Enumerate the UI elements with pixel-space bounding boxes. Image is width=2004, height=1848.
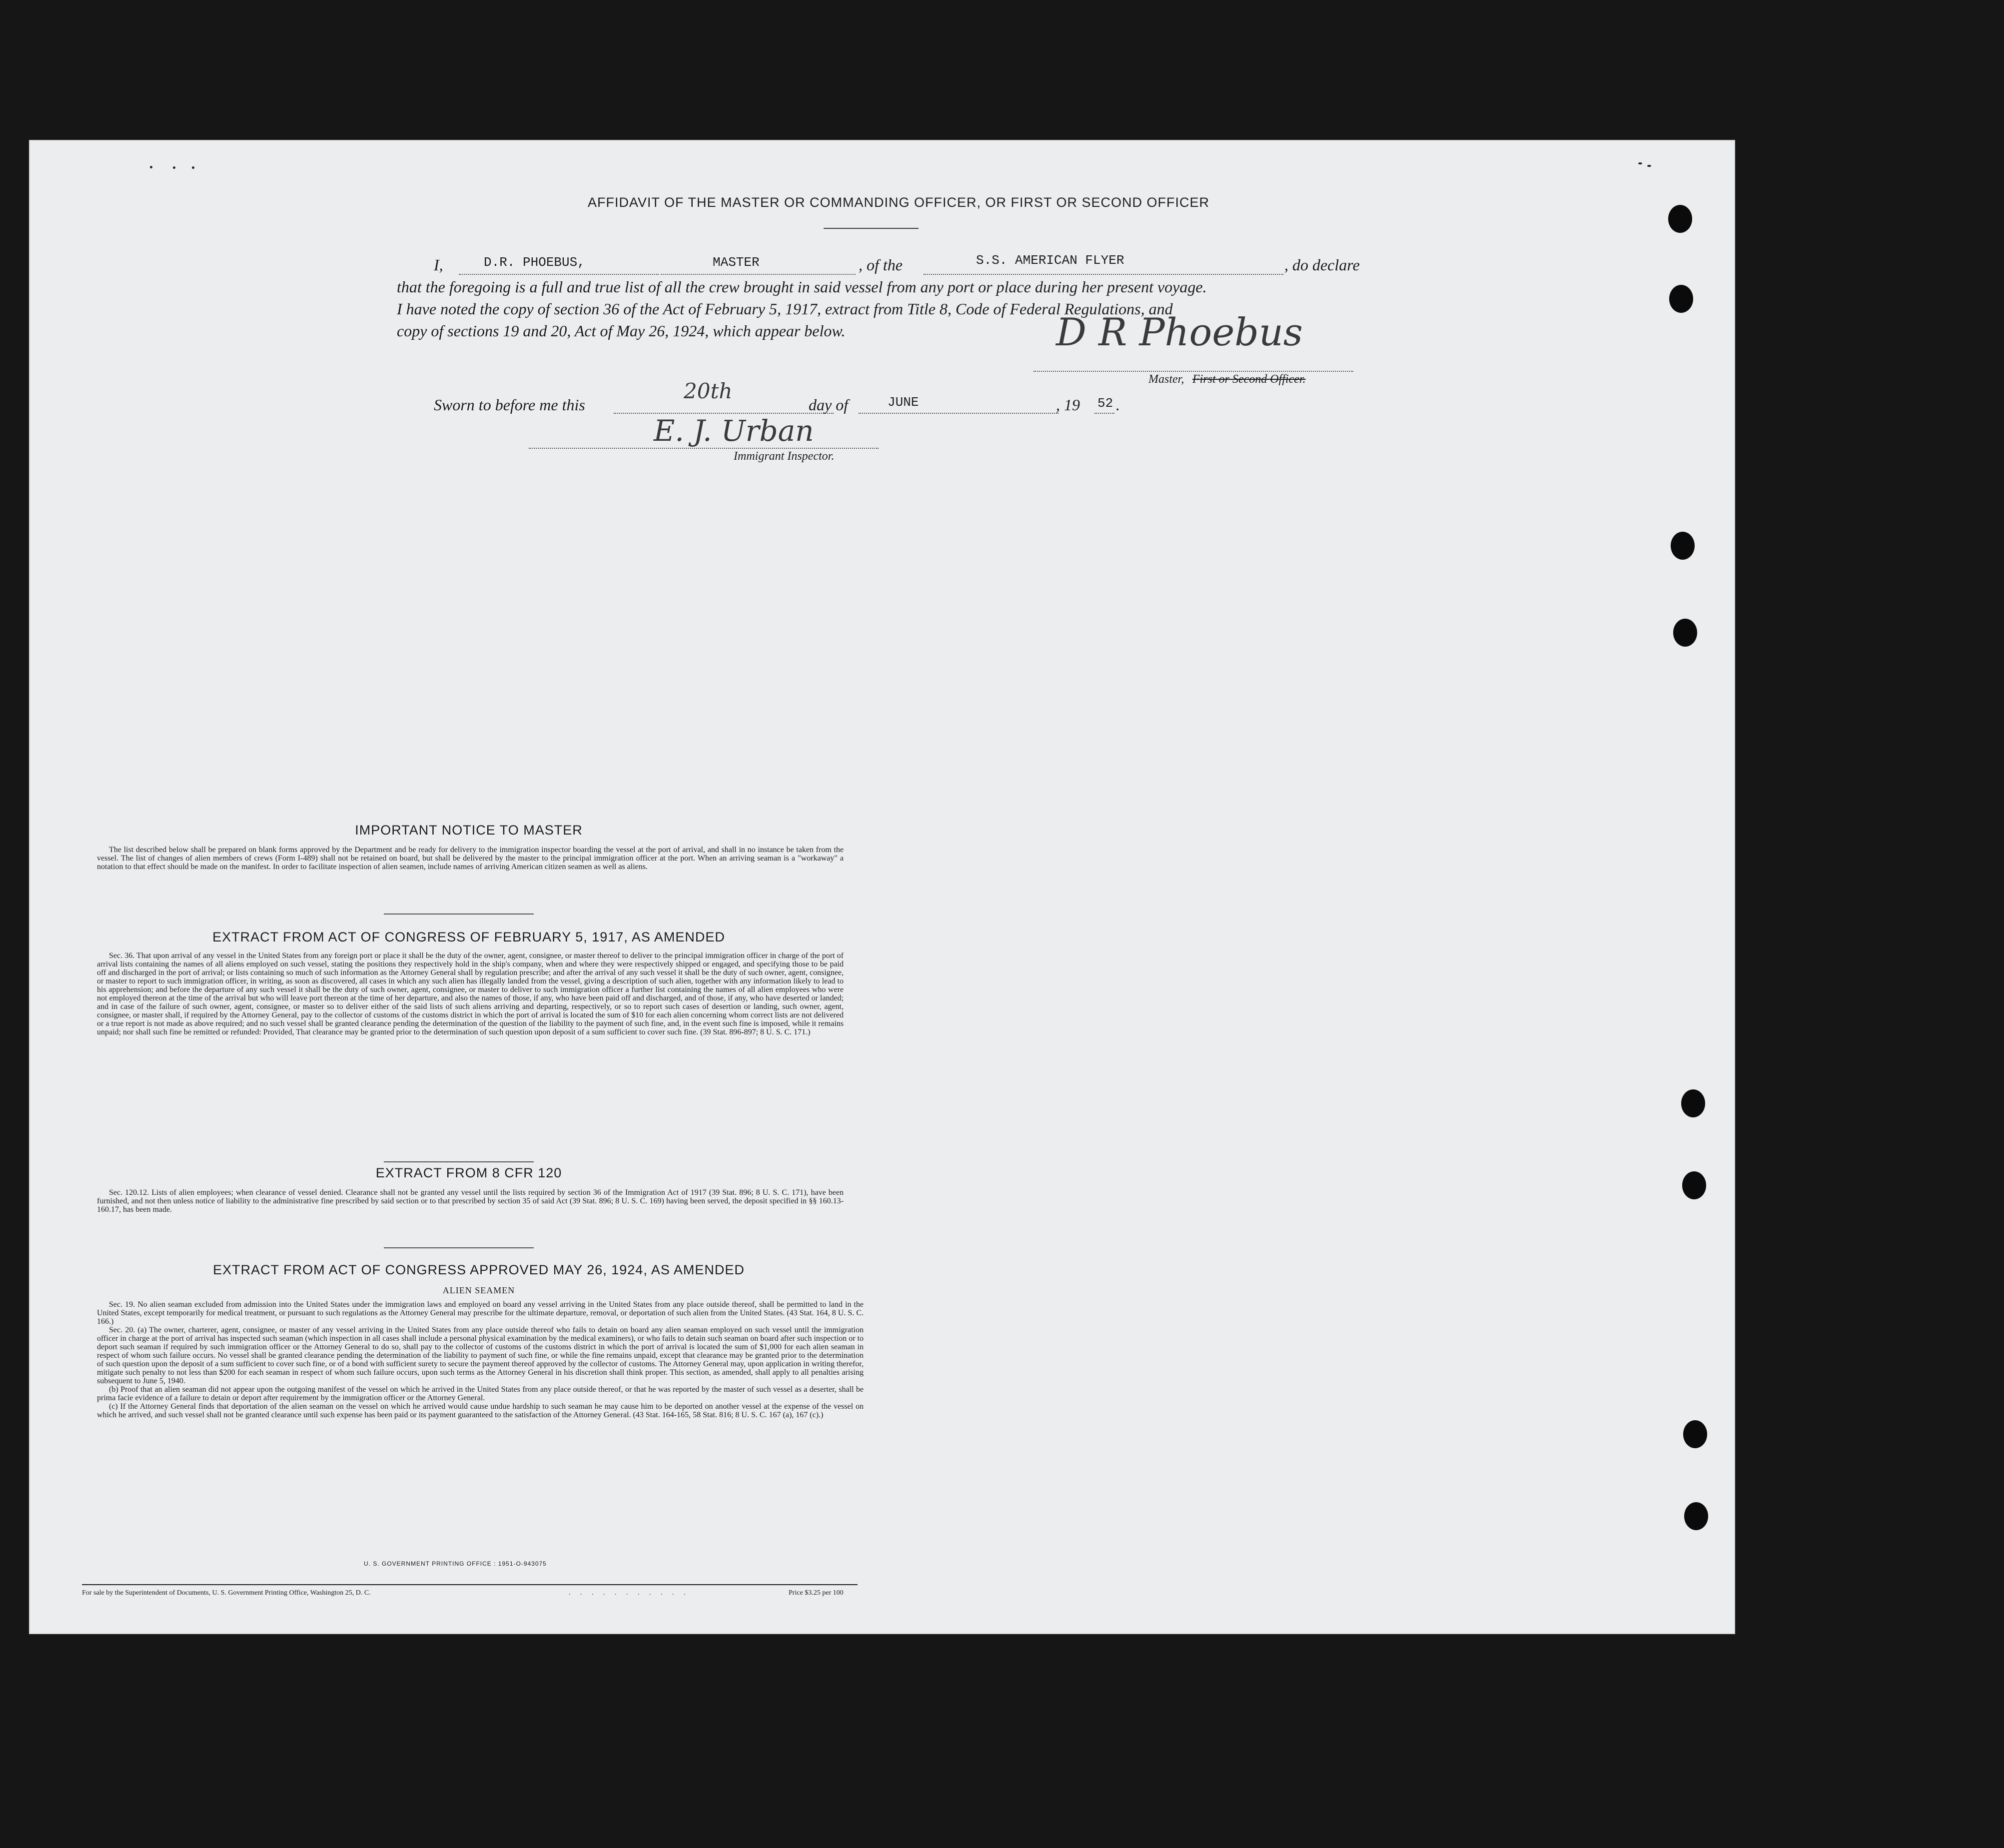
year-suffix: . [1116,396,1120,414]
footer-price: Price $3.25 per 100 [789,1589,844,1597]
declaration-pronoun: I, [434,256,443,274]
sworn-year-line [1094,413,1114,414]
declaration-line-4: copy of sections 19 and 20, Act of May 26, 1924, which appear below. [397,322,846,340]
notice-text-block [97,846,844,871]
punch-hole [1682,1171,1706,1199]
punch-hole [1669,285,1693,313]
capacity-field-line [661,274,856,275]
punch-hole [1683,1420,1707,1448]
punch-hole [1668,205,1692,233]
scan-speck [1647,165,1651,167]
scan-speck [192,166,194,169]
extract-1924-sec20a: Sec. 20. (a) The owner, charterer, agent, consignee, or master of any vessel arriving in the United States from any place outside thereof who fails to detain on board any alien seaman employed on such vessel until the immigration officer in charge at the port of arrival has inspected such seaman (which inspection in all cases shall include a personal physical examination by the medical examiners), or who fails to detain such seaman on board after such inspection or to deport such seaman if required by such immigration officer or the Attorney General to do so, shall pay to the collector of customs of the customs district in which the port of arrival is located the sum of $1,000 for each alien seaman in respect of whom such failure occurs. No vessel shall be granted clearance pending the determination of the liability to payment of such fine, or while the fine remains unpaid, except that clearance may be granted prior to the determination of such question upon the deposit of a sum sufficient to cover such fine, or of a bond with sufficient surety to secure the payment thereof approved by the collector of customs. The Attorney General may, upon application in writing therefor, mitigate such penalty to not less than $200 for each seaman in respect of whom such failure occurs, upon such terms as the Attorney General in his discretion shall think proper. This section, as amended, shall apply to all penalties arising subsequent to June 5, 1940. [97,1326,864,1385]
printing-office-imprint: U. S. GOVERNMENT PRINTING OFFICE : 1951-O-943075 [364,1560,547,1567]
footer-leader: . . . . . . . . . . . [569,1589,690,1597]
cfr-title: EXTRACT FROM 8 CFR 120 [375,1165,562,1180]
sworn-year-field: 52 [1097,396,1113,411]
punch-hole [1673,619,1697,647]
sworn-month-field: JUNE [888,395,919,410]
vessel-field-line [924,274,1283,275]
extract-1917-title: EXTRACT FROM ACT OF CONGRESS OF FEBRUARY 5, 1917, AS AMENDED [212,929,725,944]
extract-1924-title: EXTRACT FROM ACT OF CONGRESS APPROVED MAY 26, 1924, AS AMENDED [213,1262,745,1277]
punch-hole [1681,1089,1705,1117]
section-divider [384,914,534,915]
alien-seamen-subtitle: ALIEN SEAMEN [442,1285,515,1295]
section-divider [384,1161,534,1162]
signer-caption: Master, [1148,373,1184,386]
day-of-label: day of [809,396,849,414]
name-field-line [459,274,659,275]
sworn-label: Sworn to before me this [434,396,585,414]
extract-1917-text: Sec. 36. That upon arrival of any vessel in the United States from any foreign port or place it shall be the duty of the owner, agent, consignee, or master thereof to deliver to the principal immigration officer in charge of the port of arrival lists containing the names of all aliens employed on such vessel, stating the positions they respectively hold in the ship's company, when and where they were respectively shipped or engaged, and specifying those to be paid off and discharged in the port of arrival; or lists containing so much of such information as the Attorney General shall by regulation prescribe; and after the arrival of any such vessel it shall be the duty of such owner, agent, consignee, or master to report to such immigration officer, in writing, as soon as discovered, all cases in which any such alien has illegally landed from the vessel, giving a description of such alien, together with any information likely to lead to his apprehension; and before the departure of any such vessel it shall be the duty of such owner, agent, consignee, or master to deliver to such immigration officer a further list containing the names of all alien employees who were not employed thereon at the time of the arrival but who will leave port thereon at the time of her departure, and also the names of those, if any, who have been paid off and discharged, and of those, if any, who have deserted or landed; and in case of the failure of such owner, agent, consignee, or master so to deliver either of the said lists of such aliens arriving and departing, respectively, or so to report such cases of desertion or landing, such owner, agent, consignee, or master shall, if required by the Attorney General, pay to the collector of customs of the customs district in which the port of arrival is located the sum of $10 for each alien concerning whom correct lists are not delivered or a true report is not made as above required; and no such vessel shall be granted clearance pending the determination of the question of the liability to the payment of such fine, and, in the event such fine is imposed, while it remains unpaid; nor shall such fine be remitted or refunded: Provided, That clearance may be granted prior to the determination of such question upon deposit of a sum sufficient to cover such fine. (39 Stat. 896-897; 8 U. S. C. 171.) [97,951,844,1036]
footer-sale-notice: For sale by the Superintendent of Documents, U. S. Government Printing Office, Washington 25, D. C. [82,1589,371,1597]
signer-caption-struck: First or Second Officer. [1192,373,1306,386]
signature-line [1033,371,1353,372]
master-signature: D R Phoebus [1056,310,1303,354]
of-the-label: , of the [859,256,903,274]
extract-1924-sec20c: (c) If the Attorney General finds that deportation of the alien seaman on the vessel on which he arrived would cause undue hardship to such seaman he may cause him to be deported on another vessel at the expense of the vessel on which he arrived, and such vessel shall not be granted clearance until such expense has been paid or its payment guaranteed to the satisfaction of the Attorney General. (43 Stat. 164-165, 58 Stat. 816; 8 U. S. C. 167 (a), 167 (c).) [97,1402,864,1419]
document-page [29,140,1735,1634]
cfr-text: Sec. 120.12. Lists of alien employees; when clearance of vessel denied. Clearance shall not be granted any vessel until the lists required by section 36 of the Immigration Act of 1917 (39 Stat. 896; 8 U. S. C. 171), have been furnished, and not then unless notice of liability to the administrative fine prescribed by said section or to that prescribed by section 35 of said Act (39 Stat. 896; 8 U. S. C. 169) having been served, the deposit specified in §§ 160.13-160.17, has been made. [97,1188,844,1214]
footer-rule [82,1584,858,1585]
do-declare-label: , do declare [1284,256,1360,274]
extract-1924-text-block [97,1300,864,1419]
extract-1924-sec19: Sec. 19. No alien seaman excluded from admission into the United States under the immigration laws and employed on board any vessel arriving in the United States from any place outside thereof, shall be permitted to land in the United States, except temporarily for medical treatment, or pursuant to such regulations as the Attorney General may prescribe for the ultimate departure, removal, or deportation of such alien from the United States. (43 Stat. 164, 8 U. S. C. 166.) [97,1300,864,1326]
scan-speck [173,166,175,169]
notice-text: The list described below shall be prepared on blank forms approved by the Department and be ready for delivery to the immigration inspector boarding the vessel at the port of arrival, and shall in no instance be taken from the vessel. The list of changes of alien members of crews (Form I-489) shall not be retained on board, but shall be delivered by the master to the principal immigration officer at the port. When an arriving seaman is a "workaway" a notation to that effect should be made on the manifest. In order to facilitate inspection of alien seamen, include names of arriving American citizen seamen as well as aliens. [97,846,844,871]
sworn-month-line [859,413,1058,414]
sworn-day-field: 20th [684,379,733,403]
inspector-title: Immigrant Inspector. [734,450,835,463]
year-prefix: , 19 [1056,396,1080,414]
scan-speck [1638,162,1642,164]
extract-1924-sec20b: (b) Proof that an alien seaman did not appear upon the outgoing manifest of the vessel on which he arrived in the United States from any place outside thereof, or that he was reported by the master of such vessel as a deserter, shall be prima facie evidence of a failure to detain or deport after requirement by the immigration officer or the Attorney General. [97,1385,864,1402]
title-divider [824,228,919,229]
declaration-line-2: that the foregoing is a full and true list of all the crew brought in said vessel from any port or place during her present voyage. [397,278,1207,296]
affidavit-title: AFFIDAVIT OF THE MASTER OR COMMANDING OFFICER, OR FIRST OR SECOND OFFICER [587,195,1210,210]
master-name-field: D.R. PHOEBUS, [484,255,585,270]
capacity-field: MASTER [713,255,760,270]
inspector-signature-line [529,448,879,449]
inspector-signature: E. J. Urban [654,414,814,448]
declaration-line-3: I have noted the copy of section 36 of the Act of February 5, 1917, extract from Title 8, Code of Federal Regulations, and [397,300,1173,318]
section-divider [384,1247,534,1248]
cfr-text-block [97,1188,844,1214]
scan-speck [150,166,152,168]
vessel-name-field: S.S. AMERICAN FLYER [976,253,1124,268]
notice-title: IMPORTANT NOTICE TO MASTER [355,823,583,838]
punch-hole [1684,1502,1708,1530]
punch-hole [1671,532,1695,560]
extract-1917-text-block [97,951,844,1036]
